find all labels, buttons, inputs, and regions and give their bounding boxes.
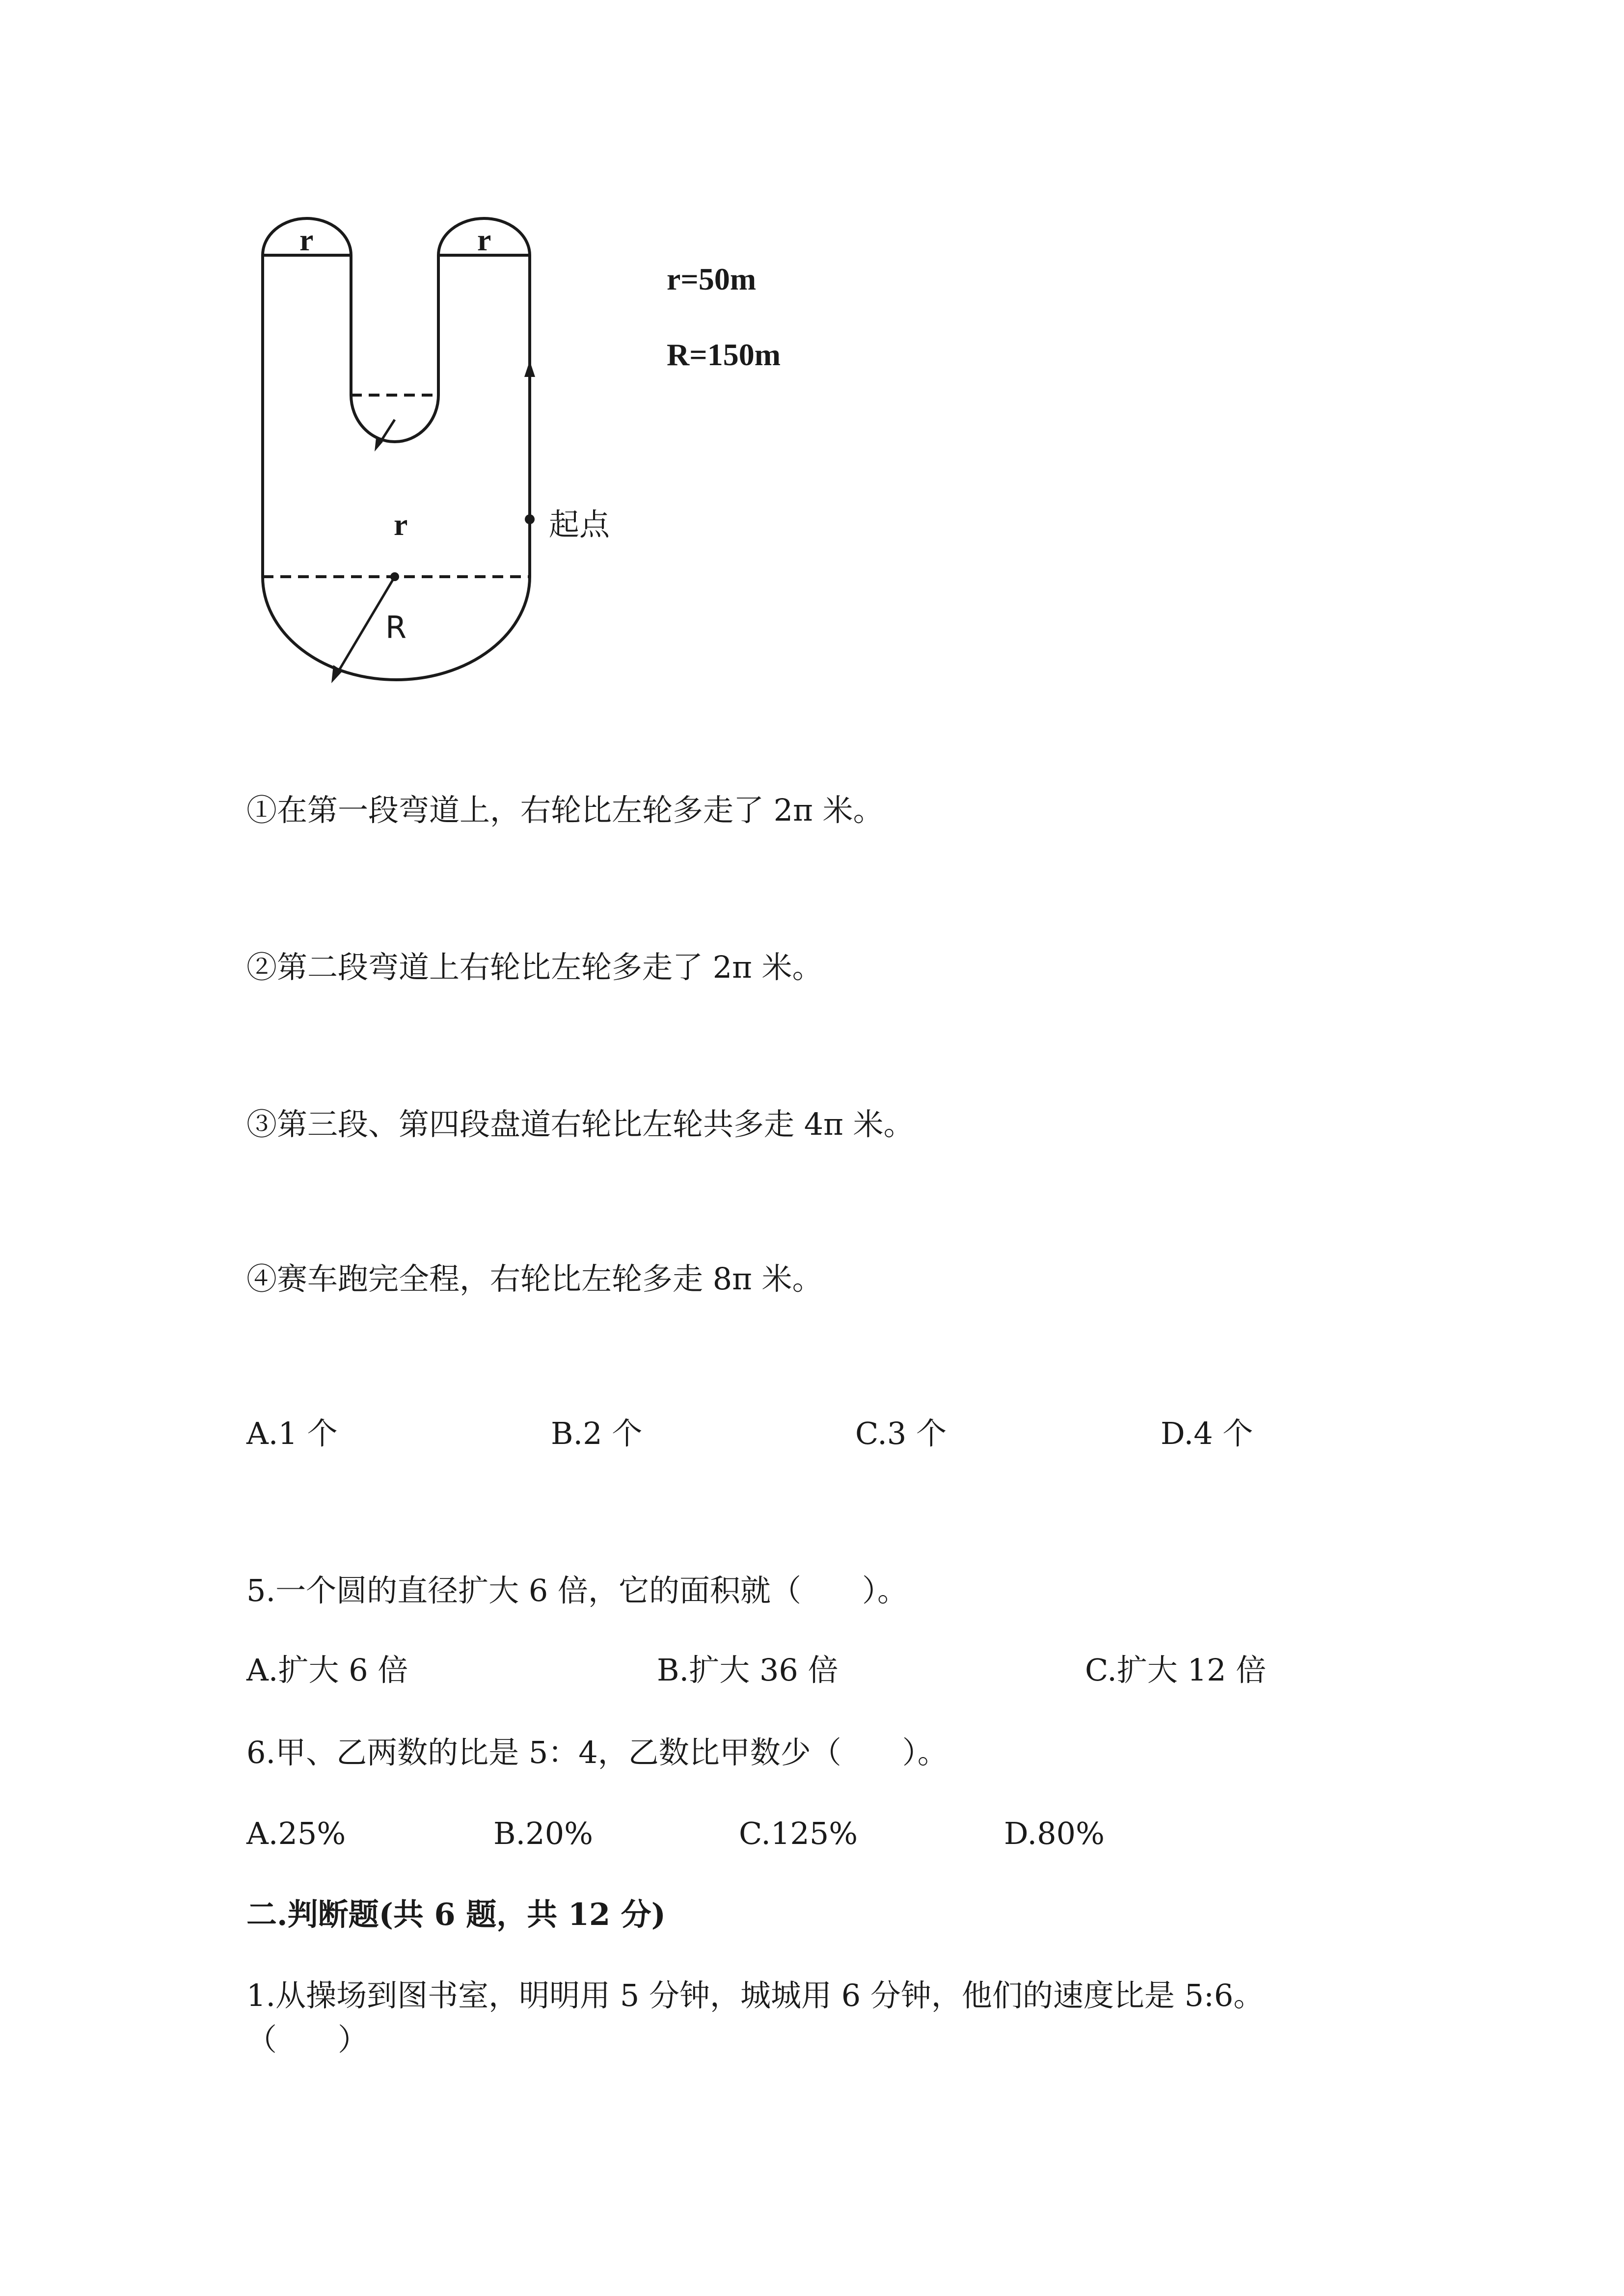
statement-2: ②第二段弯道上右轮比左轮多走了 2π 米。 — [246, 949, 823, 985]
center-dot — [390, 572, 399, 581]
q4-option-d: D.4 个 — [1161, 1415, 1253, 1451]
q6-stem: 6.甲、乙两数的比是 5：4，乙数比甲数少（ ）。 — [246, 1735, 948, 1770]
q6-option-b: B.20% — [493, 1815, 594, 1851]
q5-stem: 5.一个圆的直径扩大 6 倍，它的面积就（ ）。 — [246, 1573, 908, 1608]
q6-option-d: D.80% — [1004, 1815, 1105, 1851]
label-r-right: r — [477, 222, 491, 257]
s2-q1-line2: （ ） — [246, 2022, 369, 2057]
start-dot — [525, 514, 535, 524]
q5-option-a: A.扩大 6 倍 — [246, 1652, 408, 1688]
q4-option-c: C.3 个 — [855, 1415, 947, 1451]
label-r-inner: r — [394, 507, 408, 542]
legend-r: r=50m — [667, 262, 757, 296]
q6-option-c: C.125% — [739, 1815, 858, 1851]
s2-q1-line1: 1.从操场到图书室，明明用 5 分钟，城城用 6 分钟，他们的速度比是 5:6。 — [246, 1977, 1264, 2013]
q4-option-b: B.2 个 — [551, 1415, 643, 1451]
section-heading: 二.判断题(共 6 题，共 12 分) — [246, 1896, 666, 1932]
q4-option-a: A.1 个 — [246, 1415, 338, 1451]
statement-3: ③第三段、第四段盘道右轮比左轮共多走 4π 米。 — [246, 1106, 914, 1142]
track-diagram — [236, 196, 677, 702]
q6-option-a: A.25% — [246, 1815, 346, 1851]
direction-arrow — [524, 361, 535, 377]
statement-4: ④赛车跑完全程，右轮比左轮多走 8π 米。 — [246, 1261, 823, 1297]
label-r-left: r — [299, 222, 314, 257]
label-R: R — [385, 610, 407, 645]
legend-R: R=150m — [667, 337, 781, 372]
q5-option-b: B.扩大 36 倍 — [657, 1652, 839, 1688]
statement-1: ①在第一段弯道上，右轮比左轮多走了 2π 米。 — [246, 792, 884, 828]
label-start: 起点 — [549, 507, 610, 542]
track-inner-path — [351, 255, 438, 442]
q5-option-c: C.扩大 12 倍 — [1085, 1652, 1267, 1688]
